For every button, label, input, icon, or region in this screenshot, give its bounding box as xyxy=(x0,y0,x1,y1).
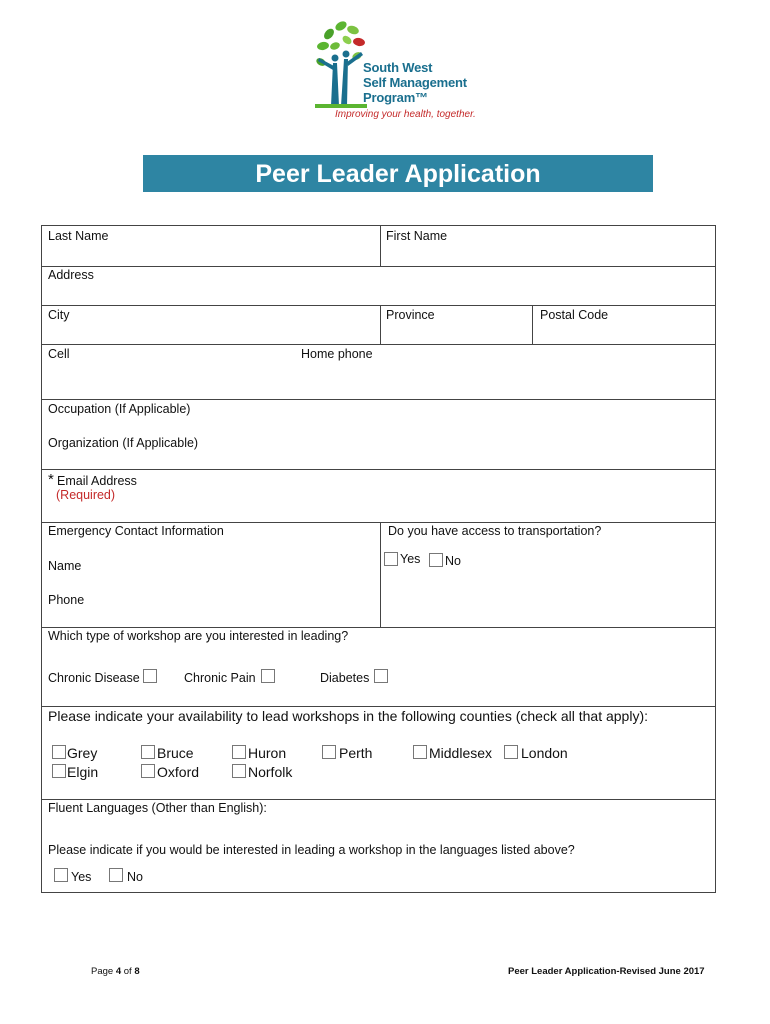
program-logo xyxy=(313,18,478,126)
transportation-question: Do you have access to transportation? xyxy=(388,524,602,538)
row-divider xyxy=(42,344,715,345)
required-asterisk: * xyxy=(48,471,54,488)
county-label: Huron xyxy=(248,745,287,761)
workshop-option-label: Chronic Disease xyxy=(48,671,140,685)
page-of: of xyxy=(123,966,132,977)
county-label: Bruce xyxy=(157,745,194,761)
row-divider xyxy=(42,706,715,707)
email-required-note: (Required) xyxy=(56,488,116,502)
county-label: Oxford xyxy=(157,764,200,780)
fluent-languages-label: Fluent Languages (Other than English): xyxy=(48,801,267,815)
occupation-label: Occupation (If Applicable) xyxy=(48,402,191,416)
logo-text-line-1: South West xyxy=(363,60,433,75)
row-divider xyxy=(42,305,715,306)
province-label: Province xyxy=(386,308,435,322)
county-label: Elgin xyxy=(67,764,99,780)
page-number xyxy=(91,966,140,977)
emergency-name-label: Name xyxy=(48,559,82,573)
language-yes-label: Yes xyxy=(71,870,92,884)
workshop-chronic-pain-checkbox[interactable] xyxy=(261,669,275,683)
row-divider xyxy=(42,399,715,400)
email-label: Email Address xyxy=(57,474,137,488)
language-interest-question: Please indicate if you would be interested in leading a workshop in the languages listed above? xyxy=(48,843,575,857)
language-no-label: No xyxy=(127,870,143,884)
county-label: Grey xyxy=(67,745,98,761)
logo-tagline: Improving your health, together. xyxy=(335,109,476,120)
row-divider xyxy=(42,799,715,800)
workshop-question: Which type of workshop are you interested in leading? xyxy=(48,629,349,643)
logo-text-line-3: Program™ xyxy=(363,90,428,105)
county-grey-checkbox[interactable] xyxy=(52,745,66,759)
workshop-chronic-disease-checkbox[interactable] xyxy=(143,669,157,683)
workshop-option-label: Diabetes xyxy=(320,671,370,685)
county-bruce-checkbox[interactable] xyxy=(141,745,155,759)
county-elgin-checkbox[interactable] xyxy=(52,764,66,778)
last-name-label: Last Name xyxy=(48,229,109,243)
language-no-checkbox[interactable] xyxy=(109,868,123,882)
county-label: Middlesex xyxy=(429,745,493,761)
availability-question: Please indicate your availability to lead workshops in the following counties (check all that apply): xyxy=(48,708,648,724)
postal-code-label: Postal Code xyxy=(540,308,609,322)
logo-text-line-2: Self Management xyxy=(363,75,467,90)
county-huron-checkbox[interactable] xyxy=(232,745,246,759)
row-divider xyxy=(42,627,715,628)
county-label: London xyxy=(521,745,568,761)
col-divider xyxy=(532,305,533,344)
county-label: Perth xyxy=(339,745,373,761)
col-divider xyxy=(380,305,381,344)
language-yes-checkbox[interactable] xyxy=(54,868,68,882)
address-label: Address xyxy=(48,268,94,282)
county-norfolk-checkbox[interactable] xyxy=(232,764,246,778)
county-perth-checkbox[interactable] xyxy=(322,745,336,759)
page-current: 4 xyxy=(115,966,122,977)
emergency-phone-label: Phone xyxy=(48,593,85,607)
row-divider xyxy=(42,266,715,267)
col-divider xyxy=(380,226,381,266)
page-total: 8 xyxy=(134,966,140,977)
county-oxford-checkbox[interactable] xyxy=(141,764,155,778)
transport-no-checkbox[interactable] xyxy=(429,553,443,567)
cell-label: Cell xyxy=(48,347,70,361)
transport-yes-label: Yes xyxy=(400,552,421,566)
page-prefix: Page xyxy=(91,966,114,977)
application-form xyxy=(41,225,716,893)
first-name-label: First Name xyxy=(386,229,448,243)
col-divider xyxy=(380,522,381,627)
row-divider xyxy=(42,469,715,470)
home-phone-label: Home phone xyxy=(301,347,373,361)
page-title: Peer Leader Application xyxy=(143,155,653,192)
footer-document-title: Peer Leader Application-Revised June 2017 xyxy=(508,966,705,977)
workshop-option-label: Chronic Pain xyxy=(184,671,256,685)
workshop-diabetes-checkbox[interactable] xyxy=(374,669,388,683)
row-divider xyxy=(42,522,715,523)
county-label: Norfolk xyxy=(248,764,293,780)
transport-yes-checkbox[interactable] xyxy=(384,552,398,566)
county-middlesex-checkbox[interactable] xyxy=(413,745,427,759)
transport-no-label: No xyxy=(445,554,461,568)
organization-label: Organization (If Applicable) xyxy=(48,436,199,450)
emergency-contact-label: Emergency Contact Information xyxy=(48,524,224,538)
city-label: City xyxy=(48,308,70,322)
county-london-checkbox[interactable] xyxy=(504,745,518,759)
